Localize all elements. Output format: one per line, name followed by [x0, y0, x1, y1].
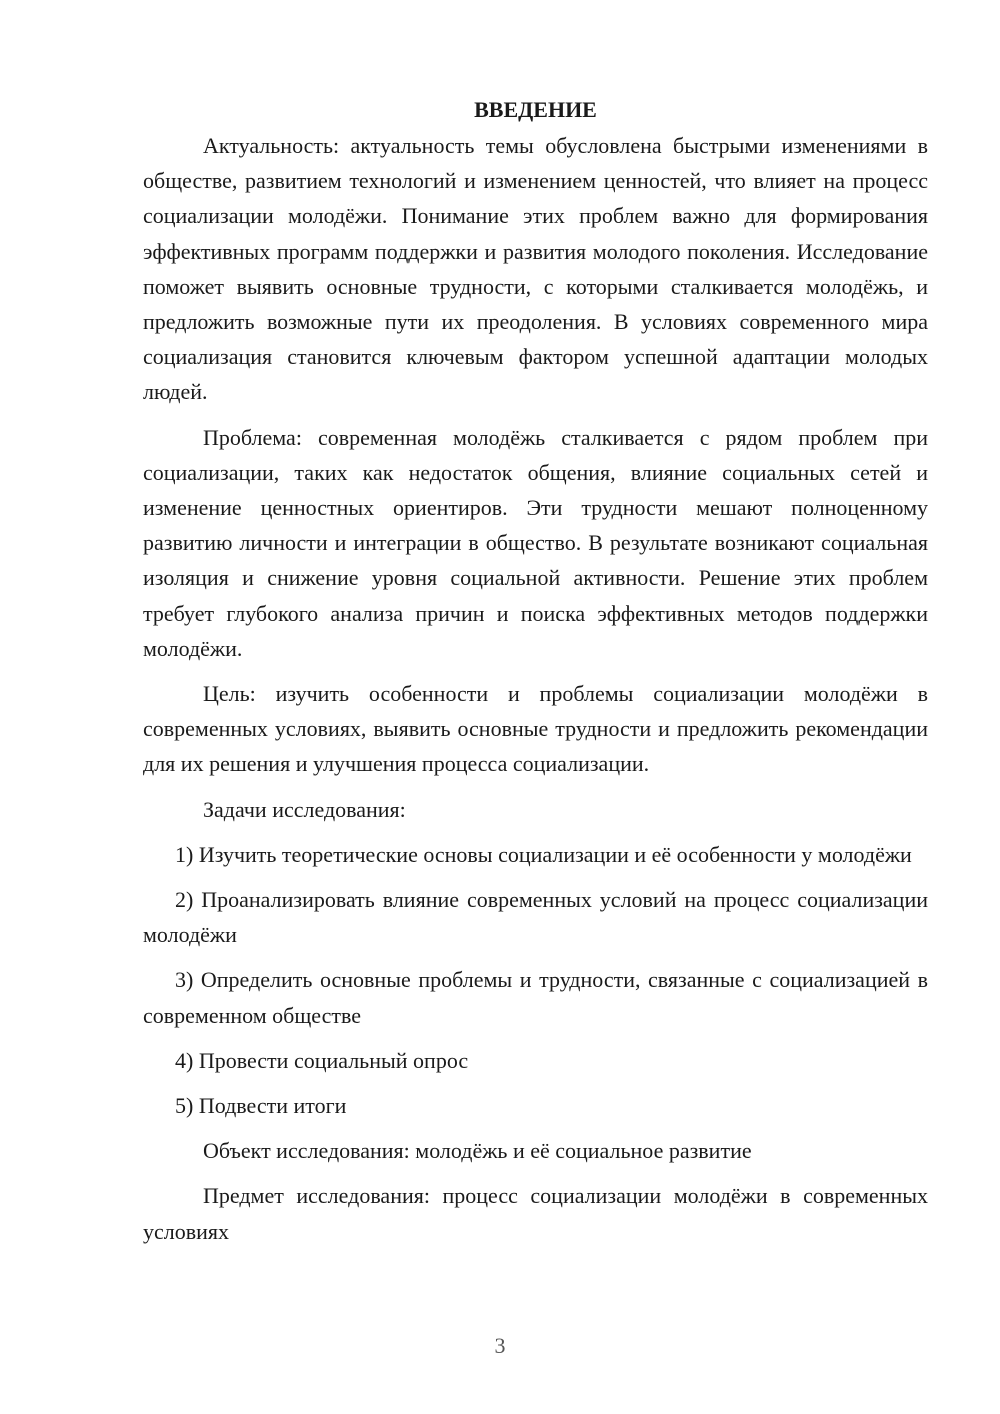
paragraph-goal: Цель: изучить особенности и проблемы социализации молодёжи в современных условиях, выявить основные трудности и предложить рекомендации для их решения и улучшения процесса социализации.	[143, 681, 928, 777]
page-number: 3	[494, 1333, 506, 1358]
paragraph-object: Объект исследования: молодёжь и её социальное развитие	[203, 1138, 752, 1164]
task-item: 1) Изучить теоретические основы социализации и её особенности у молодёжи	[175, 841, 912, 867]
document-page	[143, 92, 928, 1259]
task-item: 3) Определить основные проблемы и трудности, связанные с социализацией в современном обществе	[143, 967, 928, 1028]
task-item: 4) Провести социальный опрос	[175, 1047, 469, 1073]
paragraph-subject: Предмет исследования: процесс социализации молодёжи в современных условиях	[143, 1183, 928, 1244]
paragraph-problem: Проблема: современная молодёжь сталкивается с рядом проблем при социализации, таких как недостаток общения, влияние социальных сетей и изменение ценностных ориентиров. Эти трудности мешают полноценному развитию личности и интеграции в общество. В результате возникают социальная изоляция и снижение уровня социальной активности. Решение этих проблем требует глубокого анализа причин и поиска эффективных методов поддержки молодёжи.	[143, 424, 928, 661]
task-item: 5) Подвести итоги	[175, 1093, 347, 1119]
paragraph-relevance: Актуальность: актуальность темы обусловлена быстрыми изменениями в обществе, развитием технологий и изменением ценностей, что влияет на процесс социализации молодёжи. Понимание этих проблем важно для формирования эффективных программ поддержки и развития молодого поколения. Исследование поможет выявить основные трудности, с которыми сталкивается молодёжь, и предложить возможные пути их преодоления. В условиях современного мира социализация становится ключевым фактором успешной адаптации молодых людей.	[143, 133, 928, 405]
section-title: ВВЕДЕНИЕ	[474, 97, 597, 122]
task-item: 2) Проанализировать влияние современных условий на процесс социализации молодёжи	[143, 887, 928, 948]
tasks-heading: Задачи исследования:	[203, 796, 406, 822]
